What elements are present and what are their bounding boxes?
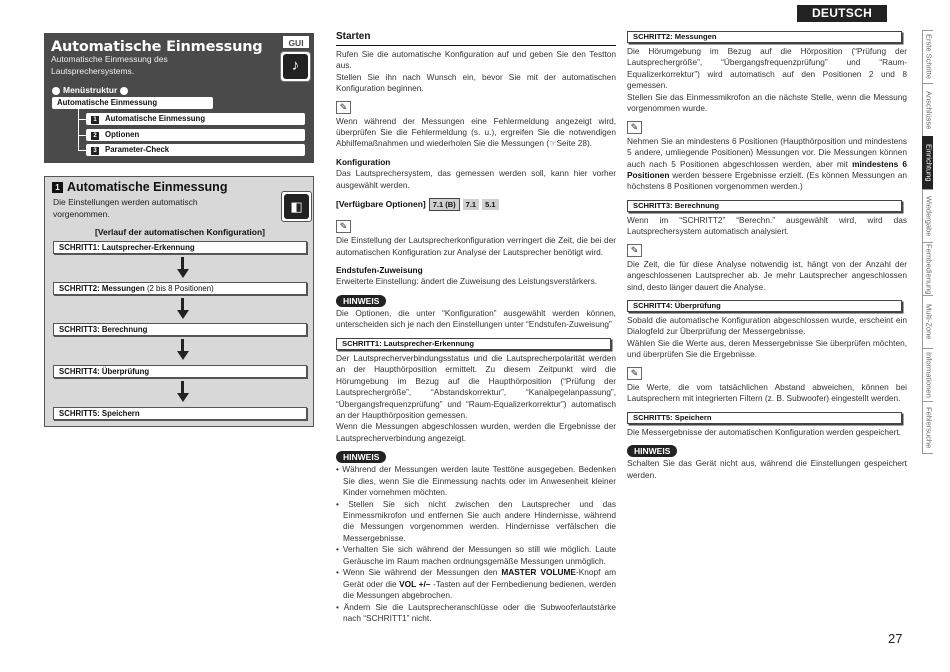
arrow-down-icon bbox=[176, 298, 189, 319]
hinweis-text-1: Die Optionen, die unter “Konfiguration” ausgewählt werden können, unterscheiden sich je nach den Einstellungen unter “Endstufen-Zuweisung” bbox=[336, 307, 616, 330]
side-tab[interactable]: Informationen bbox=[922, 348, 933, 401]
starten-text-2: Stellen Sie ihn nach Wunsch ein, bevor Sie mit der automatischen Konfiguration beginnen. bbox=[336, 71, 616, 94]
list-item: • Ändern Sie die Lautsprecheranschlüsse oder die Subwooferlautstärke nach “SCHRITT1” nicht. bbox=[336, 602, 616, 625]
side-tab-nav bbox=[922, 30, 944, 454]
flow-step-1: SCHRITT1: Lautsprecher-Erkennung bbox=[53, 241, 307, 254]
side-tab[interactable]: Anschlüsse bbox=[922, 83, 933, 136]
menu-structure-label: Menüstruktur bbox=[52, 85, 128, 97]
section-subtitle: Automatische Einmessung des Lautsprechersystems. bbox=[51, 54, 168, 76]
menu-item-root: Automatische Einmessung bbox=[52, 97, 213, 109]
step4-bar: SCHRITT4: Überprüfung bbox=[627, 300, 902, 312]
section-header-box bbox=[44, 33, 314, 163]
step2-note: Nehmen Sie an mindestens 6 Positionen (Haupthörposition und mindestens 5 andere, umliegende Positionen) Messungen vor. Die Messungen können auch nach 5 Positionen abgeschlossen werden, aber mit mindestens 6 Positionen werden bessere Ergebnisse erzielt. (Es können Messungen an höchstens 8 Positionen vorgenommen werden.) bbox=[627, 135, 908, 192]
step4-text-1: Sobald die automatische Konfiguration abgeschlossen wurde, erscheint ein Dialogfeld zur Überprüfung der Messergebnisse. bbox=[627, 315, 907, 337]
step4-note: Die Werte, die vom tatsächlichen Abstand abweichen, können bei Lautsprechern mit integrierten Filtern (z. B. Subwoofer) eingestellt werden. bbox=[627, 381, 907, 404]
step2-text-2: Stellen Sie das Einmessmikrofon an die nächste Stelle, wenn die Messung vorgenommen wurde. bbox=[627, 91, 907, 114]
hinweis-list bbox=[336, 464, 616, 624]
note-pencil-icon: ✎ bbox=[627, 244, 642, 257]
menu-item-1: 1 Automatische Einmessung bbox=[86, 113, 305, 125]
gui-badge: GUI bbox=[283, 36, 309, 48]
step1-text-2: Wenn die Messungen abgeschlossen wurden, werden die Ergebnisse der Lautsprecherverbindung angezeigt. bbox=[336, 421, 616, 443]
flow-box-title: 1 Automatische Einmessung bbox=[52, 179, 227, 196]
side-tab[interactable]: Erste Schritte bbox=[922, 30, 933, 83]
note-text-2: Die Einstellung der Lautsprecherkonfiguration verringert die Zeit, die bei der automatischen Konfiguration zur Analyse der Lautsprecher benötigt wird. bbox=[336, 235, 616, 257]
step4-text-2: Wählen Sie die Werte aus, deren Messergebnisse Sie überprüfen möchten, und überprüfen Sie die Ergebnisse. bbox=[627, 337, 907, 360]
endstufen-heading: Endstufen-Zuweisung bbox=[336, 265, 423, 276]
konfiguration-text: Das Lautsprechersystem, das gemessen werden soll, kann hier vorher ausgewählt werden. bbox=[336, 168, 616, 190]
hinweis-text-3: Schalten Sie das Gerät nicht aus, während die Einstellungen gespeichert werden. bbox=[627, 458, 907, 480]
step2-text-1: Die Hörumgebung im Bezug auf die Hörposition (“Prüfung der Lautsprechergröße”, “Übergangsfrequenzprüfung” und “Raum-Equalizerkorrektur”) wird automatisch auf den Positionen 2 und 8 gemessen. bbox=[627, 46, 907, 91]
middle-column bbox=[336, 30, 616, 624]
step3-bar: SCHRITT3: Berechnung bbox=[627, 200, 902, 212]
note-pencil-icon: ✎ bbox=[336, 220, 351, 233]
starten-text-1: Rufen Sie die automatische Konfiguration auf und geben Sie den Testton aus. bbox=[336, 48, 616, 71]
flow-step-5: SCHRITT5: Speichern bbox=[53, 407, 307, 420]
hinweis-badge: HINWEIS bbox=[336, 295, 386, 307]
hinweis-badge: HINWEIS bbox=[627, 445, 677, 457]
side-tab[interactable]: Fehlersuche bbox=[922, 401, 933, 454]
list-item: • Wenn Sie während der Messungen den MASTER VOLUME-Knopf am Gerät oder die VOL +/– -Tasten auf der Fernbedienung bedienen, werden die Messungen abgebrochen. bbox=[336, 567, 616, 601]
option-51: 5.1 bbox=[482, 199, 498, 210]
step5-bar: SCHRITT5: Speichern bbox=[627, 412, 902, 424]
list-item: • Während der Messungen werden laute Testtöne ausgegeben. Bedenken Sie dies, wenn Sie die Einmessung nachts oder im Anwesenheit kleiner Kinder vornehmen möchten. bbox=[336, 464, 616, 498]
step1-text-1: Der Lautsprecherverbindungsstatus und die Lautsprecherpolarität werden an der Haupthörposition ermittelt. Zu diesem Zeitpunkt wird die Hörumgebung im Bezug auf die Haupthörposition (“Prüfung der Lautsprechergröße”, “Abstandskorrektur”, “Kanalpegelanpassung”, “Übergangsfrequenzprüfung” und “Raum-Equalizerkorrektur”) automatisch an der Haupthörposition gemessen. bbox=[336, 352, 616, 420]
side-tab[interactable]: Multi-Zone bbox=[922, 295, 933, 348]
language-badge: DEUTSCH bbox=[797, 5, 887, 22]
speaker-measure-icon: ◧ bbox=[281, 191, 312, 222]
menu-item-3: 3 Parameter-Check bbox=[86, 144, 305, 156]
note-pencil-icon: ✎ bbox=[627, 121, 642, 134]
side-tab[interactable]: Wiedergabe bbox=[922, 189, 933, 242]
step3-note: Die Zeit, die für diese Analyse notwendig ist, hängt von der Anzahl der angeschlossenen Lautsprecher ab. Je mehr Lautsprecher angeschlossen sind, desto länger dauert die Analyse. bbox=[627, 258, 907, 292]
side-tab[interactable]: Einrichtung bbox=[922, 136, 933, 189]
right-column bbox=[627, 25, 907, 481]
flow-header: [Verlauf der automatischen Konfiguration] bbox=[94, 227, 266, 237]
arrow-down-icon bbox=[176, 339, 189, 360]
endstufen-text: Erweiterte Einstellung: ändert die Zuweisung des Leistungsverstärkers. bbox=[336, 276, 598, 287]
page-number: 27 bbox=[888, 631, 903, 646]
auto-setup-flow-box bbox=[44, 176, 314, 427]
starten-heading: Starten bbox=[336, 30, 616, 46]
option-71: 7.1 bbox=[463, 199, 479, 210]
note-text-1: Wenn während der Messungen eine Fehlermeldung angezeigt wird, überprüfen Sie die Fehlermeldung (s. u.), ergreifen Sie die notwendigen Abhilfemaßnahmen und wiederholen Sie die Messungen (☞Seite 28). bbox=[336, 115, 616, 149]
flow-step-2: SCHRITT2: Messungen (2 bis 8 Positionen) bbox=[53, 282, 307, 295]
step5-text: Die Messergebnisse der automatischen Konfiguration werden gespeichert. bbox=[627, 426, 901, 437]
side-tab[interactable]: Fernbedienung bbox=[922, 242, 933, 295]
step1-bar: SCHRITT1: Lautsprecher-Erkennung bbox=[336, 338, 611, 350]
step3-text: Wenn im “SCHRITT2” “Berechn.” ausgewählt wird, wird das Lautsprechersystem automatisch analysiert. bbox=[627, 214, 907, 237]
menu-item-2: 2 Optionen bbox=[86, 129, 305, 141]
flow-step-3: SCHRITT3: Berechnung bbox=[53, 323, 307, 336]
flow-step-4: SCHRITT4: Überprüfung bbox=[53, 365, 307, 378]
arrow-down-icon bbox=[176, 381, 189, 402]
hinweis-badge: HINWEIS bbox=[336, 451, 386, 463]
list-item: • Stellen Sie sich nicht zwischen den Lautsprecher und das Einmessmikrofon und entfernen Sie auch andere Hindernisse, während die Messungen vorgenommen werden. Hindernisse verfälschen die Messergebnisse. bbox=[336, 499, 616, 545]
available-options: [Verfügbare Optionen] 7.1 (B) 7.1 5.1 bbox=[336, 198, 616, 211]
konfiguration-heading: Konfiguration bbox=[336, 156, 391, 167]
step2-bar: SCHRITT2: Messungen bbox=[627, 31, 902, 43]
arrow-down-icon bbox=[176, 257, 189, 278]
section-title: Automatische Einmessung bbox=[51, 39, 263, 55]
flow-box-description: Die Einstellungen werden automatisch vorgenommen. bbox=[53, 197, 198, 220]
note-pencil-icon: ✎ bbox=[627, 367, 642, 380]
speaker-setup-icon: ♪ bbox=[280, 51, 311, 82]
option-71b: 7.1 (B) bbox=[429, 198, 460, 211]
note-pencil-icon: ✎ bbox=[336, 101, 351, 114]
list-item: • Verhalten Sie sich während der Messungen so still wie möglich. Laute Geräusche im Raum machen ordnungsgemäße Messungen unmöglich. bbox=[336, 544, 616, 567]
